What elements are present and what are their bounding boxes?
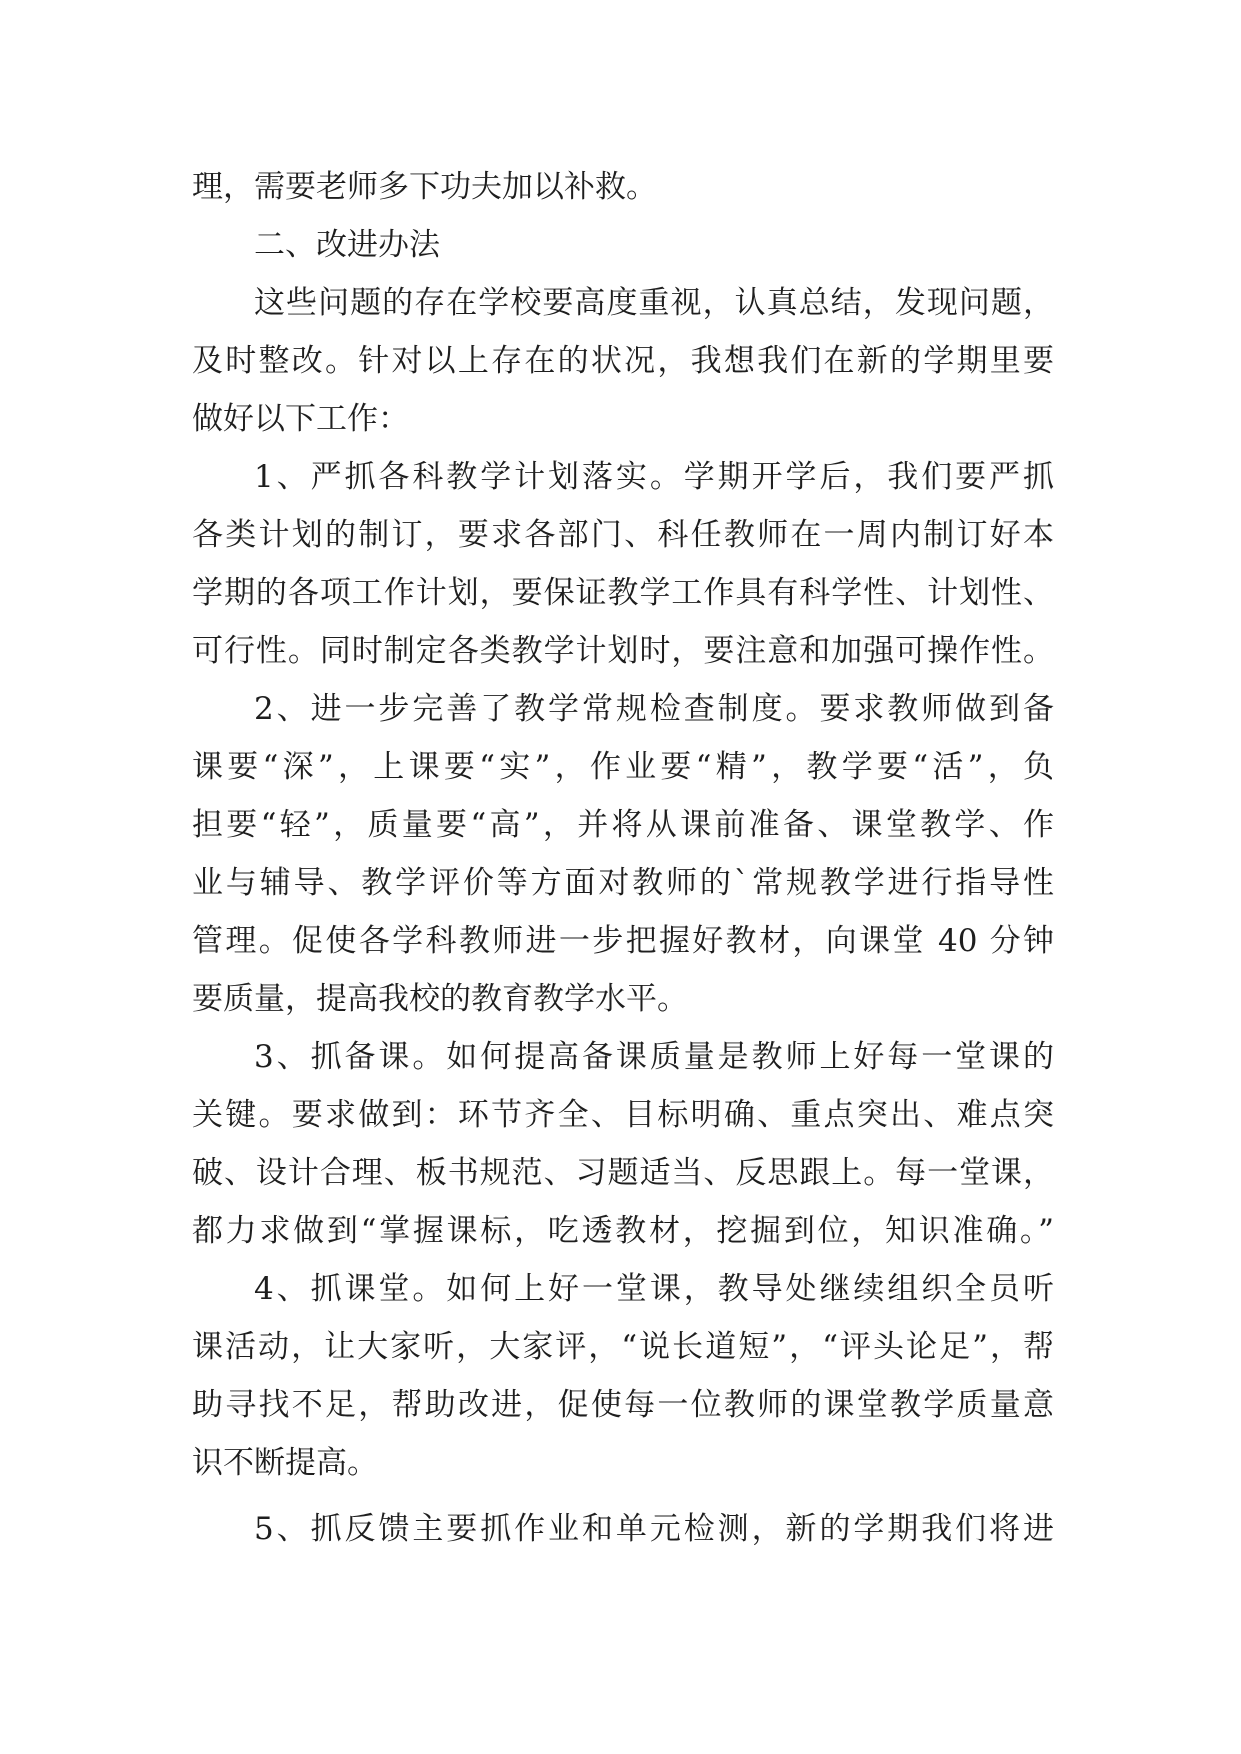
section-heading: 二、改进办法 xyxy=(254,227,440,263)
text-line: 课活动，让大家听，大家评，“说长道短”，“评头论足”，帮 xyxy=(192,1329,1054,1365)
list-item-1-line: 1、严抓各科教学计划落实。学期开学后，我们要严抓 xyxy=(254,459,1054,495)
list-item-4-line: 4、抓课堂。如何上好一堂课，教导处继续组织全员听 xyxy=(254,1271,1054,1307)
text-line: 要质量，提高我校的教育教学水平。 xyxy=(192,981,688,1017)
list-item-2-line: 2、进一步完善了教学常规检查制度。要求教师做到备 xyxy=(254,691,1054,727)
text-line: 都力求做到“掌握课标，吃透教材，挖掘到位，知识准确。” xyxy=(192,1213,1054,1249)
text-line: 管理。促使各学科教师进一步把握好教材，向课堂 40 分钟 xyxy=(192,923,1054,959)
text-line: 关键。要求做到：环节齐全、目标明确、重点突出、难点突 xyxy=(192,1097,1054,1133)
list-item-5-line: 5、抓反馈主要抓作业和单元检测，新的学期我们将进 xyxy=(254,1511,1054,1547)
text-line: 破、设计合理、板书规范、习题适当、反思跟上。每一堂课， xyxy=(192,1155,1054,1191)
text-line: 助寻找不足，帮助改进，促使每一位教师的课堂教学质量意 xyxy=(192,1387,1054,1423)
text-line: 做好以下工作： xyxy=(192,401,409,437)
text-line: 各类计划的制订，要求各部门、科任教师在一周内制订好本 xyxy=(192,517,1054,553)
text-line: 课要“深”，上课要“实”，作业要“精”，教学要“活”，负 xyxy=(192,749,1054,785)
text-line: 担要“轻”，质量要“高”，并将从课前准备、课堂教学、作 xyxy=(192,807,1054,843)
text-line: 及时整改。针对以上存在的状况，我想我们在新的学期里要 xyxy=(192,343,1054,379)
text-line: 业与辅导、教学评价等方面对教师的`常规教学进行指导性 xyxy=(192,865,1054,901)
text-line: 这些问题的存在学校要高度重视，认真总结，发现问题， xyxy=(254,285,1054,321)
text-line: 理，需要老师多下功夫加以补救。 xyxy=(192,169,657,205)
text-line: 学期的各项工作计划，要保证教学工作具有科学性、计划性、 xyxy=(192,575,1054,611)
document-body xyxy=(192,158,1054,1558)
list-item-3-line: 3、抓备课。如何提高备课质量是教师上好每一堂课的 xyxy=(254,1039,1054,1075)
text-line: 可行性。同时制定各类教学计划时，要注意和加强可操作性。 xyxy=(192,633,1054,669)
text-line: 识不断提高。 xyxy=(192,1445,378,1481)
